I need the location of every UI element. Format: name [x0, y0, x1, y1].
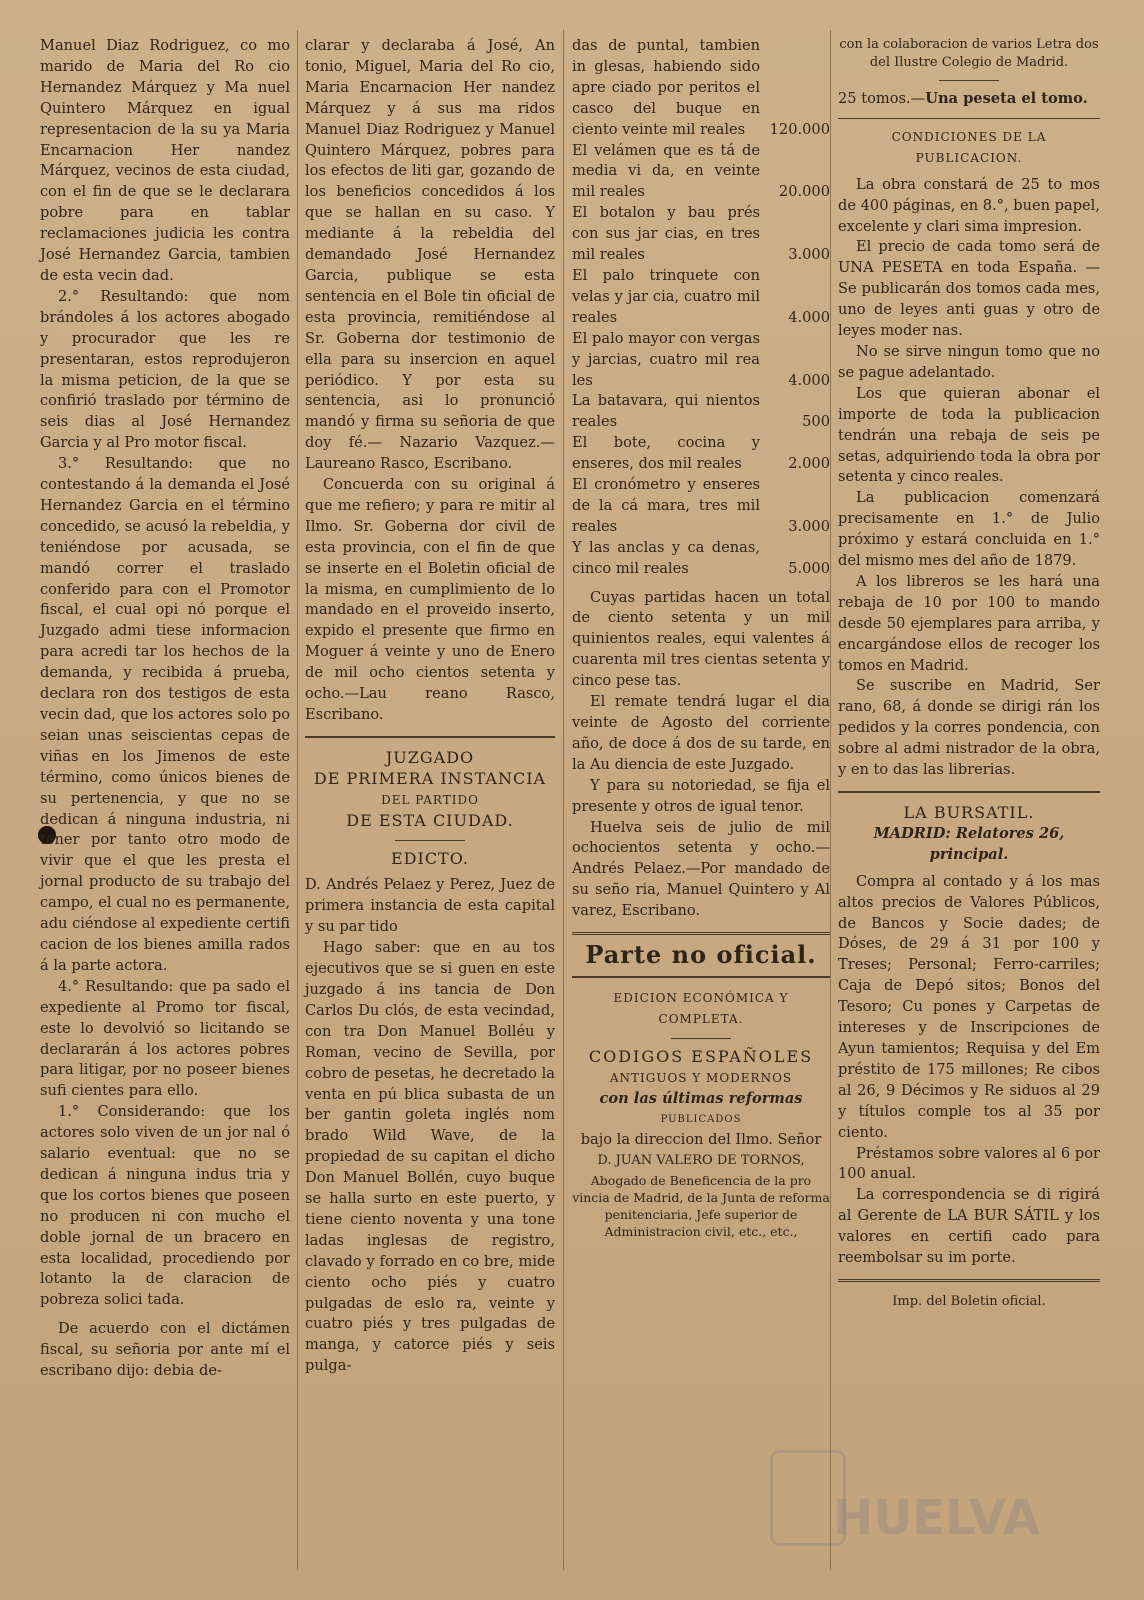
column-2 — [305, 36, 555, 1377]
valuation-item — [572, 433, 830, 475]
valuation-label: El palo mayor con vergas y jarcias, cuatro mil rea les — [572, 329, 760, 389]
reformas-line: con las últimas reformas — [599, 1089, 803, 1107]
valuation-amount: 3.000 — [788, 517, 830, 535]
collab-line: con la colaboracion de varios Letra dos del Ilustre Colegio de Madrid. — [839, 37, 1099, 70]
paragraph: El remate tendrá lugar el dia veinte de Agosto del corriente año, de doce á dos de su tarde, en la Au diencia de este Juzgado. — [572, 693, 830, 773]
tomos-prefix: 25 tomos.— — [838, 90, 926, 107]
paragraph: Se suscribe en Madrid, Ser rano, 68, á donde se dirigi rán los pedidos y la corres pondencia, con sobre al admi nistrador de la obra, y en to das las librerias. — [838, 677, 1100, 779]
column-rule — [297, 30, 298, 1570]
valuation-item — [572, 391, 830, 433]
library-watermark — [760, 1420, 1060, 1560]
paragraph: Huelva seis de julio de mil ochocientos setenta y ocho.—Andrés Pelaez.—Por mandado de su seño ria, Manuel Quintero y Al varez, Escribano. — [572, 818, 830, 920]
column-rule — [563, 30, 564, 1570]
tomos-line — [838, 89, 1100, 110]
edicto-title: EDICTO. — [390, 848, 469, 868]
juzgado-heading: DEL PARTIDO — [381, 792, 479, 807]
section-divider — [838, 1279, 1100, 1282]
column-3 — [572, 36, 830, 1240]
valuation-label: El botalon y bau prés con sus jar cias, en tres mil reales — [572, 204, 760, 264]
paragraph: A los libreros se les hará una rebaja de 10 por 100 to mando desde 50 ejemplares para arriba, y encargándose ellos de recoger los tomos en Madrid. — [838, 572, 1100, 674]
juzgado-heading: DE ESTA CIUDAD. — [346, 810, 514, 830]
juzgado-heading: DE PRIMERA INSTANCIA — [313, 768, 547, 788]
valuation-item — [572, 538, 830, 580]
short-divider — [671, 1038, 731, 1039]
paragraph: D. Andrés Pelaez y Perez, Juez de primera instancia de esta capital y su par tido — [305, 876, 555, 936]
section-divider — [838, 791, 1100, 793]
valuation-item — [572, 141, 830, 204]
valuation-label: La batavara, qui nientos reales — [572, 392, 760, 431]
paragraph: 4.° Resultando: que pa sado el expediente al Promo tor fiscal, este lo devolvió so licitando se declararán á los actores pobres para litigar, por no poseer bienes sufi cientes para ello. — [40, 977, 290, 1100]
valuation-item — [572, 329, 830, 392]
paragraph: 1.° Considerando: que los actores solo viven de un jor nal ó salario eventual: que no se dedican á ninguna indus tria y que los cortos bienes que poseen no producen ni con mucho el doble jornal de un bracero en esta localidad, procediendo por lotanto la de claracion de pobreza solici tada. — [40, 1103, 290, 1309]
valuation-amount: 2.000 — [788, 455, 830, 473]
valuation-label: El bote, cocina y enseres, dos mil reales — [572, 434, 760, 473]
valuation-amount: 5.000 — [788, 559, 830, 577]
valuation-amount: 120.000 — [769, 120, 830, 138]
paragraph: Compra al contado y á los mas altos precios de Valores Públicos, de Bancos y Socie dades; de Dóses, de 29 á 31 por 100 y Treses; Personal; Ferro-carriles; Caja de Depó sitos; Bonos del Tesoro; Cu pones y Carpetas de intereses y de Inscripciones de Ayun tamientos; Requisa y del Em préstito de 175 millones; Re cibos al 26, 9 Décimos y Re siduos al 29 y títulos comple tos al 35 por ciento. — [838, 872, 1100, 1141]
column-rule — [830, 30, 831, 1570]
edicion-line: EDICION ECONÓMICA Y COMPLETA. — [613, 990, 789, 1026]
direccion-line: bajo la direccion del Ilmo. Señor — [580, 1131, 822, 1149]
valuation-label: El cronómetro y enseres de la cá mara, tres mil reales — [572, 476, 760, 535]
column-1 — [40, 36, 290, 1382]
section-divider — [305, 736, 555, 738]
tomos-price: Una peseta el tomo. — [925, 90, 1088, 107]
paragraph: De acuerdo con el dictámen fiscal, su señoria por ante mí el escribano dijo: debia de- — [40, 1320, 290, 1380]
bursatil-address: MADRID: Relatores 26, principal. — [873, 824, 1065, 863]
paragraph: La obra constará de 25 to mos de 400 páginas, en 8.°, buen papel, excelente y clari sima impresion. — [838, 175, 1100, 235]
valuation-amount: 4.000 — [788, 371, 830, 389]
valuation-amount: 3.000 — [788, 246, 830, 264]
column-4 — [838, 36, 1100, 1313]
valuation-amount: 500 — [802, 413, 830, 431]
valuation-item — [572, 36, 830, 141]
short-divider — [939, 80, 999, 81]
section-divider — [572, 932, 830, 935]
valuation-item — [572, 266, 830, 329]
short-divider — [395, 840, 465, 841]
valuation-label: das de puntal, tambien in glesas, habiendo sido apre ciado por peritos el casco del buque en ciento veinte mil reales — [572, 37, 760, 138]
imprenta-line: Imp. del Boletin oficial. — [892, 1293, 1046, 1309]
juzgado-heading: JUZGADO — [385, 747, 475, 767]
watermark-text: HUELVA — [833, 1490, 1040, 1546]
paragraph: clarar y declaraba á José, An tonio, Miguel, Maria del Ro cio, Maria Encarnacion Her nandez Márquez y á sus ma ridos Manuel Diaz Rodriguez y Manuel Quintero Márquez, pobres para los efectos de liti gar, gozando de los beneficios concedidos á los que se hallan en su caso. Y mediante á la rebeldia del demandado José Hernandez Garcia, publique se esta sentencia en el Bole tin oficial de esta provincia, remitiéndose al Sr. Goberna dor testimonio de ella para su insercion en aquel periódico. Y por esta su sentencia, asi lo pronunció mandó y firma su señoria de que doy fé.— Nazario Vazquez.—Laureano Rasco, Escribano. — [305, 37, 555, 473]
director-name: D. JUAN VALERO DE TORNOS, — [597, 1153, 805, 1169]
paragraph: Hago saber: que en au tos ejecutivos que se si guen en este juzgado á ins tancia de Don Carlos Du clós, de esta vecindad, con tra Don Manuel Bolléu y Roman, vecino de Sevilla, por cobro de pesetas, he decretado la venta en pú blica subasta de un ber gantin goleta inglés nom brado Wild Wave, de la propiedad de su capitan el dicho Don Manuel Bollén, cuyo buque se halla surto en este puerto, y tiene ciento noventa y una tone ladas inglesas de registro, clavado y forrado en co bre, mide ciento ocho piés y cuatro pulgadas de eslo ra, veinte y cuatro piés y tres pulgadas de manga, y catorce piés y seis pulga- — [305, 939, 555, 1375]
paragraph: El precio de cada tomo será de UNA PESETA en toda España. —Se publicarán dos tomos cada mes, uno de leyes anti guas y otro de leyes moder nas. — [838, 238, 1100, 340]
bursatil-title: LA BURSATIL. — [903, 803, 1035, 822]
codigos-title: CODIGOS ESPAÑOLES — [588, 1046, 814, 1066]
valuation-label: El palo trinquete con velas y jar cia, cuatro mil reales — [572, 266, 760, 326]
antiguos-line: ANTIGUOS Y MODERNOS — [609, 1070, 793, 1085]
valuation-amount: 4.000 — [788, 308, 830, 326]
director-desc: Abogado de Beneficencia de la pro vincia de Madrid, de la Junta de reforma penitenciaria, Jefe superior de Administracion civil, etc., etc., — [572, 1173, 830, 1240]
paragraph: La publicacion comenzará precisamente en 1.° de Julio próximo y estará concluida en 1.° del mismo mes del año de 1879. — [838, 489, 1100, 570]
paragraph: Los que quieran abonar el importe de toda la publicacion tendrán una rebaja de seis pe setas, adquiriendo toda la obra por setenta y cinco reales. — [838, 384, 1100, 486]
parte-no-oficial-title: Parte no oficial. — [585, 940, 817, 970]
paragraph: La correspondencia se di rigirá al Gerente de LA BUR SÁTIL y los valores en certifi cado para reembolsar su im porte. — [838, 1186, 1100, 1267]
paragraph: No se sirve ningun tomo que no se pague adelantado. — [838, 342, 1100, 381]
paragraph: 3.° Resultando: que no contestando á la demanda el José Hernandez Garcia en el término concedido, se acusó la rebeldia, y teniéndose por acusada, se mandó correr el traslado conferido para con el Promotor fiscal, el cual opi nó porque el Juzgado admi tiese informacion para acredi tar los hechos de la demanda, y recibida á prueba, declara ron dos testigos de esta vecin dad, que los actores solo po seian unas seiscientas cepas de viñas en los Jimenos de este término, como únicos bienes de su pertenencia, y que no se dedican á ninguna industria, ni tener por tanto otro modo de vivir que el que les presta el jornal producto de su trabajo del campo, el cual no es permanente, adu ciéndose al expediente certifi cacion de los bienes amilla rados á la parte actora. — [40, 455, 290, 974]
paragraph: 2.° Resultando: que nom brándoles á los actores abogado y procurador que les re presentaran, estos reprodujeron la misma peticion, de la que se confirió traslado por término de seis dias al José Hernandez Garcia y al Pro motor fiscal. — [40, 287, 290, 452]
valuation-label: El velámen que es tá de media vi da, en veinte mil reales — [572, 141, 760, 201]
paragraph: Cuyas partidas hacen un total de ciento setenta y un mil quinientos reales, equi valentes á cuarenta mil tres cientas setenta y cinco pese tas. — [572, 588, 830, 690]
valuation-item — [572, 475, 830, 538]
paragraph: Concuerda con su original á que me refiero; y para re mitir al Ilmo. Sr. Goberna dor civil de esta provincia, con el fin de que se inserte en el Boletin oficial de la misma, en cumplimiento de lo mandado en el proveido inserto, expido el presente que firmo en Moguer á veinte y uno de Enero de mil ocho cientos setenta y ocho.—Lau reano Rasco, Escribano. — [305, 476, 555, 723]
paragraph: Préstamos sobre valores al 6 por 100 anual. — [838, 1144, 1100, 1183]
publicados-line: PUBLICADOS — [660, 1113, 742, 1125]
paragraph: Y para su notoriedad, se fija el presente y otros de igual tenor. — [572, 776, 830, 815]
section-divider — [838, 118, 1100, 119]
valuation-amount: 20.000 — [778, 183, 830, 201]
valuation-item — [572, 203, 830, 266]
paragraph: Manuel Diaz Rodriguez, co mo marido de Maria del Ro cio Hernandez Márquez y Ma nuel Quintero Márquez en igual representacion de la su ya Maria Encarnacion Her nandez Márquez, vecinos de esta ciudad, con el fin de que se le declarara pobre para en tablar reclamaciones judicia les contra José Hernandez Garcia, tambien de esta vecin dad. — [40, 37, 290, 284]
condiciones-title: CONDICIONES DE LA PUBLICACION. — [891, 129, 1047, 165]
section-divider — [572, 976, 830, 978]
valuation-label: Y las anclas y ca denas, cinco mil reales — [572, 538, 760, 577]
